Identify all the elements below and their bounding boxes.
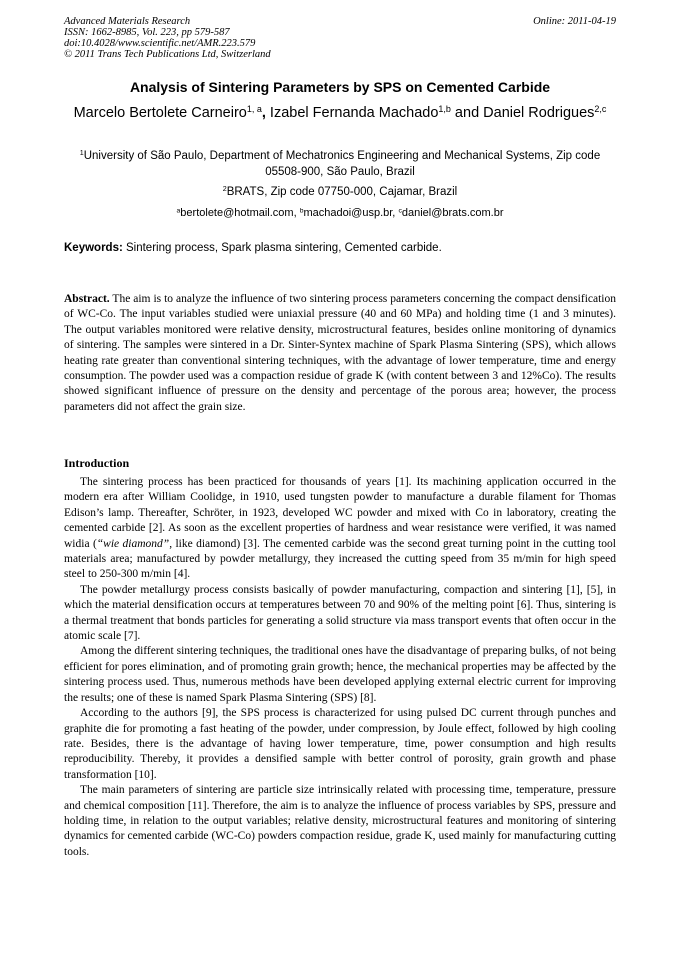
affiliation-1-mark: 1 (79, 149, 84, 158)
section-heading-introduction: Introduction (64, 456, 130, 470)
author-1-name: Marcelo Bertolete Carneiro (73, 105, 247, 121)
affiliation-2-mark: 2 (222, 185, 227, 194)
email-c-mark: c (398, 207, 402, 215)
paper-title: Analysis of Sintering Parameters by SPS on Cemented Carbide (129, 79, 551, 95)
email-a[interactable]: bertolete@hotmail.com, (180, 207, 300, 219)
affiliation-1-text: University of São Paulo, Department of Mechatronics Engineering and Mechanical Systems, Zip code 05508-900, São Paulo, Brazil (83, 150, 601, 178)
author-2-name: Izabel Fernanda Machado (265, 105, 439, 121)
intro-p1-italic: “wie diamond” (96, 537, 170, 550)
intro-paragraph-4: According to the authors [9], the SPS process is characterized for using pulsed DC current through punches and graphite die for promoting a fast heating of the powder, under compression, by Joule effect, followed by high cooling rate. Besides, there is the advantage of having lower temperature, time, power consumption and high results reproducibility. Thereby, it provides a densified sample with better control of porosity, grain growth and phase transformation [10]. (64, 707, 616, 781)
email-b-mark: b (299, 207, 304, 215)
abstract-label: Abstract. (64, 293, 110, 305)
doi-line[interactable]: doi:10.4028/www.scientific.net/AMR.223.579 (64, 38, 256, 49)
intro-p1-text-a: The sintering process has been practiced for thousands of years [1]. Its machining application occurred in the modern era after William Coolidge, in 1910, used tungsten powder to manufacture a durable filament for Thomas Edison’s lamp. Thereafter, Schröter, in 1923, developed WC powder and mixed with Co in laboratory, creating the cemented carbide [2]. As soon as the excellent properties of hardness and wear resistance were verified, it was named widia ( (64, 476, 616, 550)
email-a-mark: a (176, 207, 181, 215)
abstract-text: The aim is to analyze the influence of two sintering process parameters concerning the compact densification of WC-Co. The input variables studied were uniaxial pressure (40 and 60 MPa) and holding time (1 and 3 minutes). The output variables monitored were relative density, microstructural features, besides online monitoring of dynamics of sintering. The samples were sintered in a Dr. Sinter-Syntex machine of Spark Plasma Sintering (SPS), which allows heating rate greater than conventional sintering techniques, with the advantage of lower temperature, time and energy consumption. The powder used was a compaction residue of grade K (with content between 3 and 12%Co). The results showed significant influence of pressure on the density and percentage of the porous area; however, the process parameters did not affect the grain size. (64, 293, 616, 413)
intro-paragraph-2: The powder metallurgy process consists basically of powder manufacturing, compaction and sintering [1], [5], in which the material densification occurs at temperatures between 70 and 90% of the melting point [6]. Thus, sintering is a thermal treatment that bonds particles for generating a solid structure via mass transport events that often occur in the atomic scale [7]. (64, 583, 616, 643)
intro-paragraph-3: Among the different sintering techniques, the traditional ones have the disadvantage of preparing bulks, of not being efficient for pores elimination, and of promoting grain growth; hence, the mechanical properties may be affected by the sintering process used. Thus, numerous methods have been developed applying external electric current for improving the results; one of these is named Spark Plasma Sintering (SPS) [8]. (64, 645, 616, 704)
keywords (64, 240, 616, 256)
author-2-marks: 1,b (438, 104, 451, 115)
issn-line: ISSN: 1662-8985, Vol. 223, pp 579-587 (64, 27, 230, 38)
author-3-name: and Daniel Rodrigues (450, 105, 595, 121)
author-list (64, 103, 616, 124)
keywords-text: Sintering process, Spark plasma sintering, Cemented carbide. (122, 242, 442, 254)
journal-name: Advanced Materials Research (64, 16, 191, 27)
author-1-marks: 1, a (246, 104, 262, 115)
author-emails (64, 206, 616, 221)
online-date: Online: 2011-04-19 (533, 16, 616, 27)
intro-paragraph-1 (64, 475, 616, 583)
keywords-label: Keywords: (64, 242, 123, 254)
affiliation-2 (64, 184, 616, 200)
email-b[interactable]: machadoi@usp.br, (303, 207, 399, 219)
introduction-body (64, 475, 616, 860)
journal-header (64, 16, 616, 60)
email-c[interactable]: daniel@brats.com.br (401, 207, 504, 219)
intro-paragraph-5: The main parameters of sintering are particle size intrinsically related with processing time, temperature, pressure and chemical composition [11]. Therefore, the aim is to analyze the influence of process variables by SPS, pressure and holding time, in relation to the output variables; relative density, microstructural features and monitoring of sintering dynamics for cemented carbide (WC-Co) powders compaction residue, grade K, used mainly for manufacturing cutting tools. (64, 784, 616, 858)
abstract (64, 292, 616, 415)
affiliation-2-text: BRATS, Zip code 07750-000, Cajamar, Brazil (226, 186, 458, 198)
affiliation-1 (64, 148, 616, 180)
intro-p1-text-b: , like diamond) [3]. The cemented carbide was the second great turning point in the cutting tool materials area; manufactured by powder metallurgy, they increased the cutting speed from 35 m/min for high speed steel to 250-300 m/min [4]. (64, 537, 617, 581)
copyright-line: © 2011 Trans Tech Publications Ltd, Switzerland (64, 49, 271, 60)
author-3-marks: 2,c (594, 104, 607, 115)
author-separator: , (261, 105, 266, 121)
